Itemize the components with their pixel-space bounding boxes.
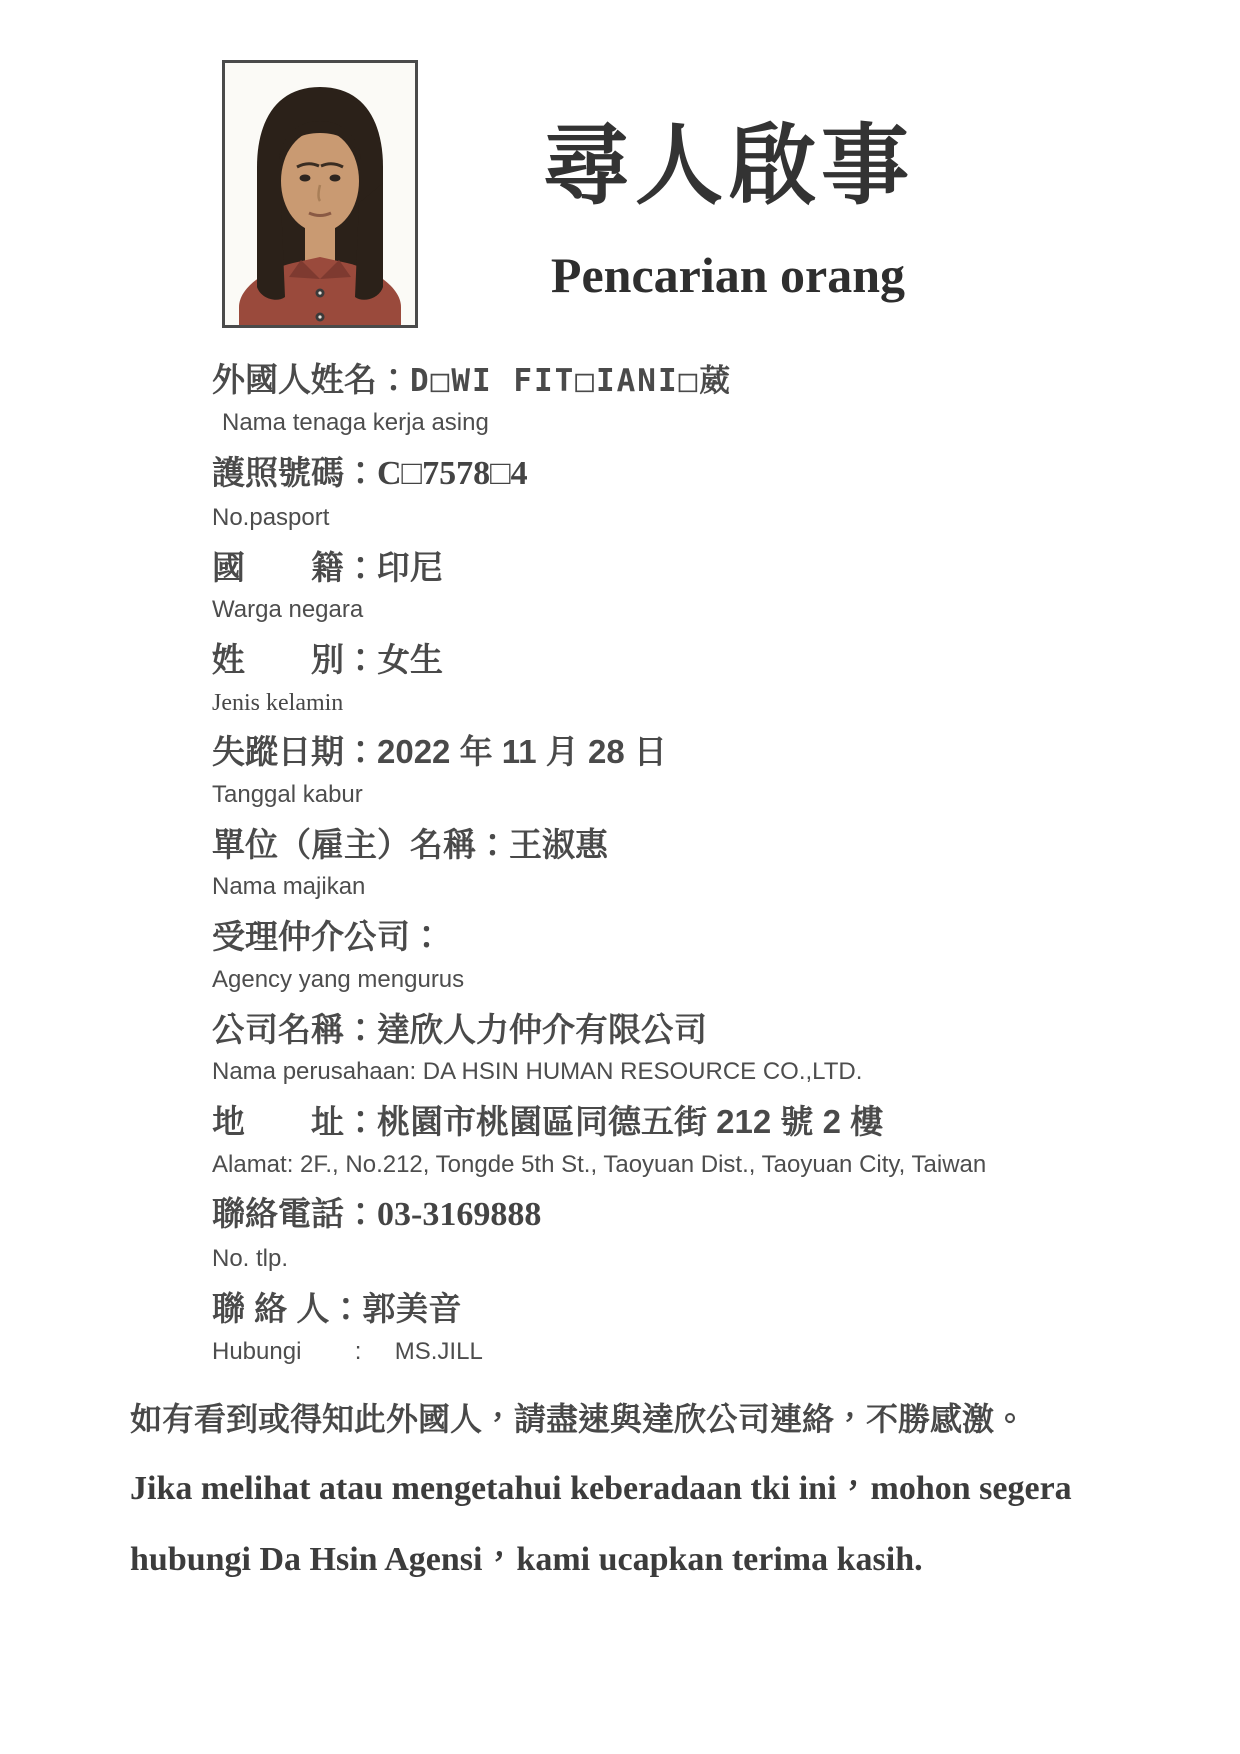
field-value: 桃園市桃園區同德五街 212 號 2 樓 [377,1102,884,1140]
field-gender [212,640,1170,717]
field-sublabel: Agency yang mengurus [212,965,465,993]
field-value: 2022 年 11 月 28 日 [377,733,667,771]
field-label: 聯 絡 人： [212,1289,363,1327]
field-sublabel: Warga negara [212,596,364,624]
field-missing-date [212,732,1170,809]
page-subtitle: Pencarian orang [550,247,906,303]
field-label: 姓 別： [212,640,377,678]
field-sublabel: Jenis kelamin [212,689,344,716]
field-label: 失蹤日期： [212,733,377,771]
field-address [212,1102,1170,1179]
field-label: 地 址： [212,1102,377,1140]
field-main-line [212,1289,1170,1329]
footer-line-id-1: Jika melihat atau mengetahui keberadaan tki ini，mohon segera [130,1470,1072,1508]
field-phone [212,1194,1170,1274]
shirt-button-hole [318,315,321,318]
field-value: 王淑惠 [509,825,608,863]
field-value: 印尼 [377,548,443,586]
field-main-line [212,917,1170,957]
field-label: 聯絡電話： [212,1195,377,1233]
shirt-button-hole [318,291,321,294]
notice-footer [0,1381,1240,1581]
portrait-photo-illustration [225,63,415,325]
field-main-line [212,1194,1170,1236]
field-value: 03-3169888 [377,1196,542,1234]
field-value: 達欣人力仲介有限公司 [377,1010,707,1048]
field-main-line [212,732,1170,772]
field-agency [212,917,1170,994]
field-main-line [212,360,1170,400]
field-contact-person [212,1289,1170,1366]
field-main-line [212,1102,1170,1142]
field-sublabel: No. tlp. [212,1245,289,1273]
field-sublabel: Tanggal kabur [212,780,363,808]
page-title: 尋人啟事 [541,116,914,215]
field-sublabel: Hubungi : MS.JILL [212,1337,483,1365]
field-label: 護照號碼： [212,453,377,491]
field-main-line [212,548,1170,588]
title-block [508,60,948,303]
field-sublabel: No.pasport [212,503,330,531]
nose [319,185,321,201]
field-sublabel: Alamat: 2F., No.212, Tongde 5th St., Taoyuan Dist., Taoyuan City, Taiwan [212,1150,987,1178]
field-company-name [212,1010,1170,1087]
portrait-photo [222,60,418,328]
footer-line-id-2: hubungi Da Hsin Agensi，kami ucapkan terima kasih. [130,1541,923,1579]
field-value: D□WI FIT□IANI□葳 [410,363,733,399]
field-value: C□7578□4 [377,454,528,492]
field-label: 公司名稱： [212,1010,377,1048]
field-sublabel: Nama perusahaan: DA HSIN HUMAN RESOURCE CO.,LTD. [212,1058,863,1086]
field-employer-name [212,825,1170,902]
field-main-line [212,453,1170,495]
field-label: 外國人姓名： [212,361,410,398]
left-eye [300,175,311,182]
field-label: 單位（雇主）名稱： [212,825,509,863]
right-eye [330,175,341,182]
field-main-line [212,640,1170,680]
field-label: 國 籍： [212,548,377,586]
field-value: 郭美音 [362,1289,462,1327]
field-sublabel: Nama majikan [212,873,366,901]
field-main-line [212,825,1170,865]
field-value: 女生 [377,640,443,678]
footer-line-zh: 如有看到或得知此外國人，請盡速與達欣公司連絡，不勝感激。 [130,1401,1027,1438]
notice-header [0,60,1240,328]
field-label: 受理仲介公司： [212,918,443,956]
field-passport-no [212,453,1170,533]
field-main-line [212,1010,1170,1050]
field-foreigner-name [212,360,1170,438]
field-sublabel: Nama tenaga kerja asing [222,409,489,437]
field-nationality [212,548,1170,625]
field-list [0,328,1240,1366]
